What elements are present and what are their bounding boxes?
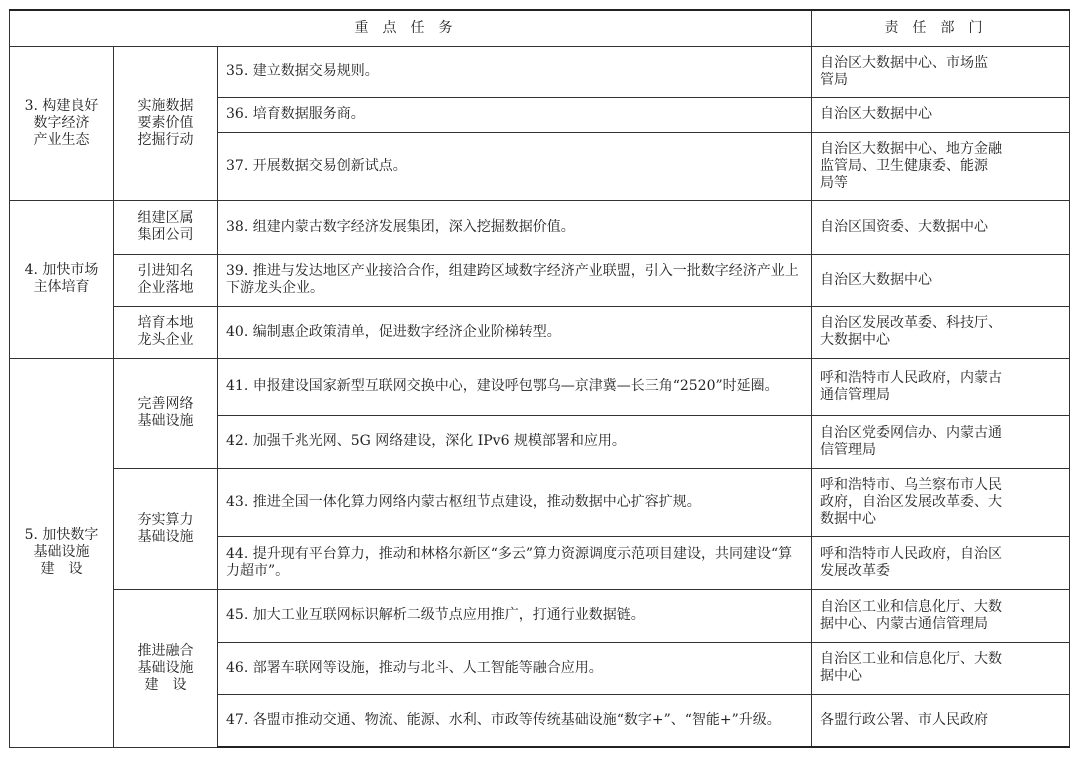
- task-cell: 45. 加大工业互联网标识解析二级节点应用推广，打通行业数据链。: [218, 589, 812, 642]
- text-line: 信管理局: [820, 441, 876, 458]
- table-row: [10, 306, 1070, 358]
- text-line: 引进知名: [137, 263, 194, 279]
- text-line: 基础设施: [33, 544, 90, 560]
- table-row: [10, 358, 1070, 415]
- text-line: 培育本地: [137, 315, 194, 331]
- task-table-body: [10, 10, 1070, 747]
- responsible-dept-cell: [812, 132, 1070, 200]
- responsible-dept-cell: [812, 358, 1070, 415]
- responsible-dept-cell: [812, 200, 1070, 254]
- text-line: 完善网络: [137, 396, 194, 412]
- text-line: 夯实算力: [137, 511, 194, 528]
- text-line: 据中心、内蒙古通信管理局: [820, 615, 988, 632]
- text-line: 局等: [820, 174, 848, 191]
- responsible-dept-cell: [812, 694, 1070, 747]
- responsible-dept-cell: [812, 589, 1070, 642]
- task-cell: 38. 组建内蒙古数字经济发展集团，深入挖掘数据价值。: [218, 200, 812, 254]
- subcategory-cell: [114, 358, 218, 468]
- category-cell: [10, 200, 114, 358]
- subcategory-cell: [114, 200, 218, 254]
- text-line: 政府，自治区发展改革委、大: [820, 493, 1002, 510]
- text-line: 数据中心: [820, 510, 876, 527]
- text-line: 基础设施: [137, 659, 194, 676]
- text-line: 基础设施: [137, 528, 194, 545]
- task-cell: 41. 申报建设国家新型互联网交换中心，建设呼包鄂乌—京津冀—长三角“2520”时延圈。: [218, 358, 812, 415]
- task-cell: 42. 加强千兆光网、5G 网络建设，深化 IPv6 规模部署和应用。: [218, 415, 812, 468]
- header-row: [10, 10, 1070, 46]
- text-line: 数字经济: [33, 114, 90, 131]
- task-cell: 40. 编制惠企政策清单，促进数字经济企业阶梯转型。: [218, 306, 812, 358]
- text-line: 自治区国资委、大数据中心: [820, 218, 988, 235]
- header-key-tasks: 重点任务: [10, 10, 812, 46]
- responsible-dept-cell: [812, 97, 1070, 132]
- responsible-dept-cell: [812, 46, 1070, 97]
- task-cell: 35. 建立数据交易规则。: [218, 46, 812, 97]
- responsible-dept-cell: [812, 468, 1070, 536]
- text-line: 呼和浩特市、乌兰察布市人民: [820, 476, 1002, 493]
- responsible-dept-cell: [812, 415, 1070, 468]
- text-line: 要素价值: [137, 114, 194, 131]
- text-line: 监管局、卫生健康委、能源: [820, 157, 988, 174]
- text-line: 组建区属: [137, 210, 194, 226]
- task-cell: 36. 培育数据服务商。: [218, 97, 812, 132]
- text-line: 自治区大数据中心: [820, 271, 932, 288]
- task-cell: 43. 推进全国一体化算力网络内蒙古枢纽节点建设，推动数据中心扩容扩规。: [218, 468, 812, 536]
- category-cell: [10, 358, 114, 747]
- responsible-dept-cell: [812, 642, 1070, 694]
- text-line: 挖掘行动: [137, 131, 194, 148]
- text-line: 管局: [820, 71, 848, 88]
- subcategory-cell: [114, 306, 218, 358]
- text-line: 自治区发展改革委、科技厅、: [820, 315, 1002, 331]
- task-cell: 47. 各盟市推动交通、物流、能源、水利、市政等传统基础设施“数字+”、“智能+”升级。: [218, 694, 812, 747]
- task-cell: 44. 提升现有平台算力，推动和林格尔新区“多云”算力资源调度示范项目建设，共同建设“算力超市”。: [218, 536, 812, 589]
- text-line: 实施数据: [137, 97, 194, 114]
- text-line: 自治区工业和信息化厅、大数: [820, 598, 1002, 615]
- text-line: 呼和浩特市人民政府，自治区: [820, 545, 1002, 562]
- text-line: 建 设: [144, 676, 187, 693]
- text-line: 各盟行政公署、市人民政府: [820, 711, 988, 728]
- text-line: 集团公司: [137, 227, 194, 243]
- text-line: 据中心: [820, 668, 862, 684]
- text-line: 发展改革委: [820, 562, 890, 579]
- text-line: 3. 构建良好: [24, 97, 99, 114]
- text-line: 龙头企业: [137, 332, 194, 348]
- text-line: 呼和浩特市人民政府，内蒙古: [820, 369, 1002, 386]
- text-line: 推进融合: [137, 642, 194, 659]
- table-row: [10, 468, 1070, 536]
- text-line: 产业生态: [33, 131, 90, 148]
- task-cell: 46. 部署车联网等设施，推动与北斗、人工智能等融合应用。: [218, 642, 812, 694]
- text-line: 企业落地: [137, 280, 194, 296]
- subcategory-cell: [114, 46, 218, 200]
- table-row: [10, 200, 1070, 254]
- task-table: [9, 9, 1070, 748]
- subcategory-cell: [114, 468, 218, 589]
- text-line: 大数据中心: [820, 332, 890, 348]
- task-cell: 37. 开展数据交易创新试点。: [218, 132, 812, 200]
- responsible-dept-cell: [812, 306, 1070, 358]
- table-row: [10, 254, 1070, 306]
- responsible-dept-cell: [812, 254, 1070, 306]
- table-row: [10, 46, 1070, 97]
- text-line: 自治区党委网信办、内蒙古通: [820, 424, 1002, 441]
- category-cell: [10, 46, 114, 200]
- task-cell: 39. 推进与发达地区产业接洽合作，组建跨区域数字经济产业联盟，引入一批数字经济产业上下游龙头企业。: [218, 254, 812, 306]
- text-line: 基础设施: [137, 413, 194, 429]
- subcategory-cell: [114, 589, 218, 747]
- text-line: 主体培育: [33, 279, 90, 295]
- text-line: 通信管理局: [820, 386, 890, 403]
- text-line: 4. 加快市场: [24, 262, 99, 278]
- text-line: 自治区大数据中心、地方金融: [820, 140, 1002, 157]
- text-line: 建 设: [40, 561, 83, 577]
- header-responsible-dept: 责任部门: [812, 10, 1070, 46]
- subcategory-cell: [114, 254, 218, 306]
- table-row: [10, 589, 1070, 642]
- text-line: 自治区工业和信息化厅、大数: [820, 651, 1002, 667]
- text-line: 自治区大数据中心: [820, 106, 932, 122]
- responsible-dept-cell: [812, 536, 1070, 589]
- text-line: 自治区大数据中心、市场监: [820, 54, 988, 71]
- text-line: 5. 加快数字: [24, 527, 99, 543]
